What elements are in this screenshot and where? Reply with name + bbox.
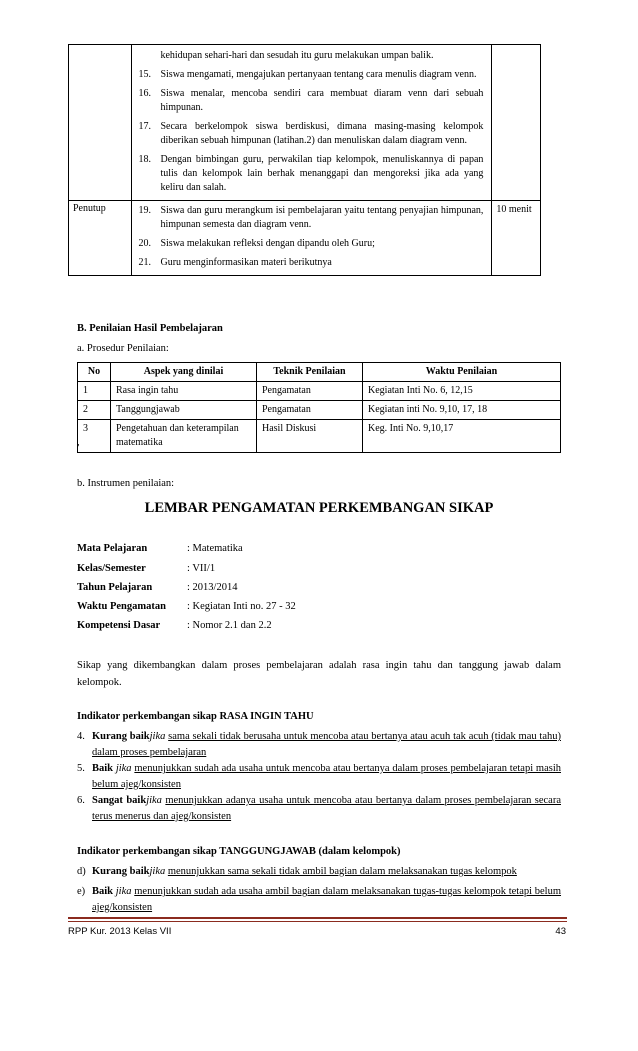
column-header: Teknik Penilaian — [257, 363, 363, 382]
indicator-item: 6. Sangat baikjika menunjukkan adanya usaha untuk mencoba atau bertanya dalam proses pembelajaran secara terus menerus dan ajeg/konsisten — [77, 795, 561, 822]
info-row: Kelas/Semester : VII/1 — [77, 563, 216, 574]
table-row — [69, 201, 541, 276]
indicator-item: 5. Baik jika menunjukkan sudah ada usaha untuk mencoba atau bertanya dalam proses pembelajaran tetapi masih belum ajeg/konsisten — [77, 763, 561, 790]
column-header: No — [78, 363, 111, 382]
info-row: Tahun Pelajaran : 2013/2014 — [77, 582, 238, 593]
table-row: 3 Pengetahuan dan keterampilan matematika Hasil Diskusi Keg. Inti No. 9,10,17 — [78, 420, 561, 453]
table-row — [69, 45, 541, 201]
column-header: Aspek yang dinilai — [111, 363, 257, 382]
info-row: Mata Pelajaran : Matematika — [77, 543, 243, 554]
stray-comma: , — [77, 437, 80, 448]
activity-table — [68, 44, 541, 276]
table-row: 2 Tanggungjawab Pengamatan Kegiatan inti No. 9,10, 17, 18 — [78, 401, 561, 420]
section-heading: B. Penilaian Hasil Pembelajaran — [77, 323, 223, 334]
step-continuation: kehidupan sehari-hari dan sesudah itu guru melakukan umpan balik. — [160, 50, 434, 61]
step-16: 16. Siswa menalar, mencoba sendiri cara membuat diaram venn dari sebuah himpunan. — [138, 88, 484, 113]
indicator-item: e) Baik jika menunjukkan sudah ada usaha ambil bagian dalam melaksanakan tugas-tugas kelompok tetapi belum ajeg/konsisten — [77, 886, 562, 913]
penilaian-table — [77, 362, 561, 453]
table-row: 1 Rasa ingin tahu Pengamatan Kegiatan Inti No. 6, 12,15 — [78, 382, 561, 401]
footer-rule — [68, 917, 567, 919]
indicator-heading-rasa-ingin-tahu: Indikator perkembangan sikap RASA INGIN TAHU — [77, 711, 314, 722]
info-row: Kompetensi Dasar : Nomor 2.1 dan 2.2 — [77, 620, 272, 631]
table-header-row — [78, 363, 561, 382]
instrumen-label: b. Instrumen penilaian: — [77, 478, 175, 489]
prosedur-label: a. Prosedur Penilaian: — [77, 343, 169, 354]
lembar-title: LEMBAR PENGAMATAN PERKEMBANGAN SIKAP — [144, 500, 494, 516]
step-17: 17. Secara berkelompok siswa berdiskusi, dimana masing-masing kelompok diberikan sebuah himpunan (latihan.2) dan menuliskan dalam diagram venn. — [138, 121, 484, 146]
penutup-label: Penutup — [69, 201, 132, 276]
intro-paragraph: Sikap yang dikembangkan dalam proses pembelajaran adalah rasa ingin tahu dan tanggung jawab dalam kelompok. — [77, 660, 561, 688]
footer-label: RPP Kur. 2013 Kelas VII — [68, 926, 172, 937]
penutup-time: 10 menit — [492, 201, 541, 276]
step-20: 20. Siswa melakukan refleksi dengan dipandu oleh Guru; — [138, 238, 375, 249]
step-18: 18. Dengan bimbingan guru, perwakilan tiap kelompok, menuliskannya di papan tulis dan kelompok lain berhak menanggapi dan mengoreksi jika ada yang keliru dan salah. — [138, 154, 484, 193]
indicator-heading-tanggungjawab: Indikator perkembangan sikap TANGGUNGJAWAB (dalam kelompok) — [77, 846, 401, 857]
step-21: 21. Guru menginformasikan materi berikutnya — [138, 257, 332, 268]
info-row: Waktu Pengamatan : Kegiatan Inti no. 27 - 32 — [77, 601, 296, 612]
indicator-item: 4. Kurang baikjika sama sekali tidak berusaha untuk mencoba atau bertanya atau acuh tak acuh (tidak mau tahu) dalam proses pembelajaran — [77, 731, 561, 758]
step-15: 15. Siswa mengamati, mengajukan pertanyaan tentang cara menulis diagram venn. — [138, 69, 477, 80]
footer-rule-thin — [68, 921, 567, 922]
step-19: 19. Siswa dan guru merangkum isi pembelajaran yaitu tentang penyajian himpunan, himpunan semesta dan diagram venn. — [138, 205, 484, 230]
indicator-item: d) Kurang baikjika menunjukkan sama sekali tidak ambil bagian dalam melaksanakan tugas kelompok — [77, 866, 517, 877]
column-header: Waktu Penilaian — [363, 363, 561, 382]
page-number: 43 — [555, 926, 566, 937]
